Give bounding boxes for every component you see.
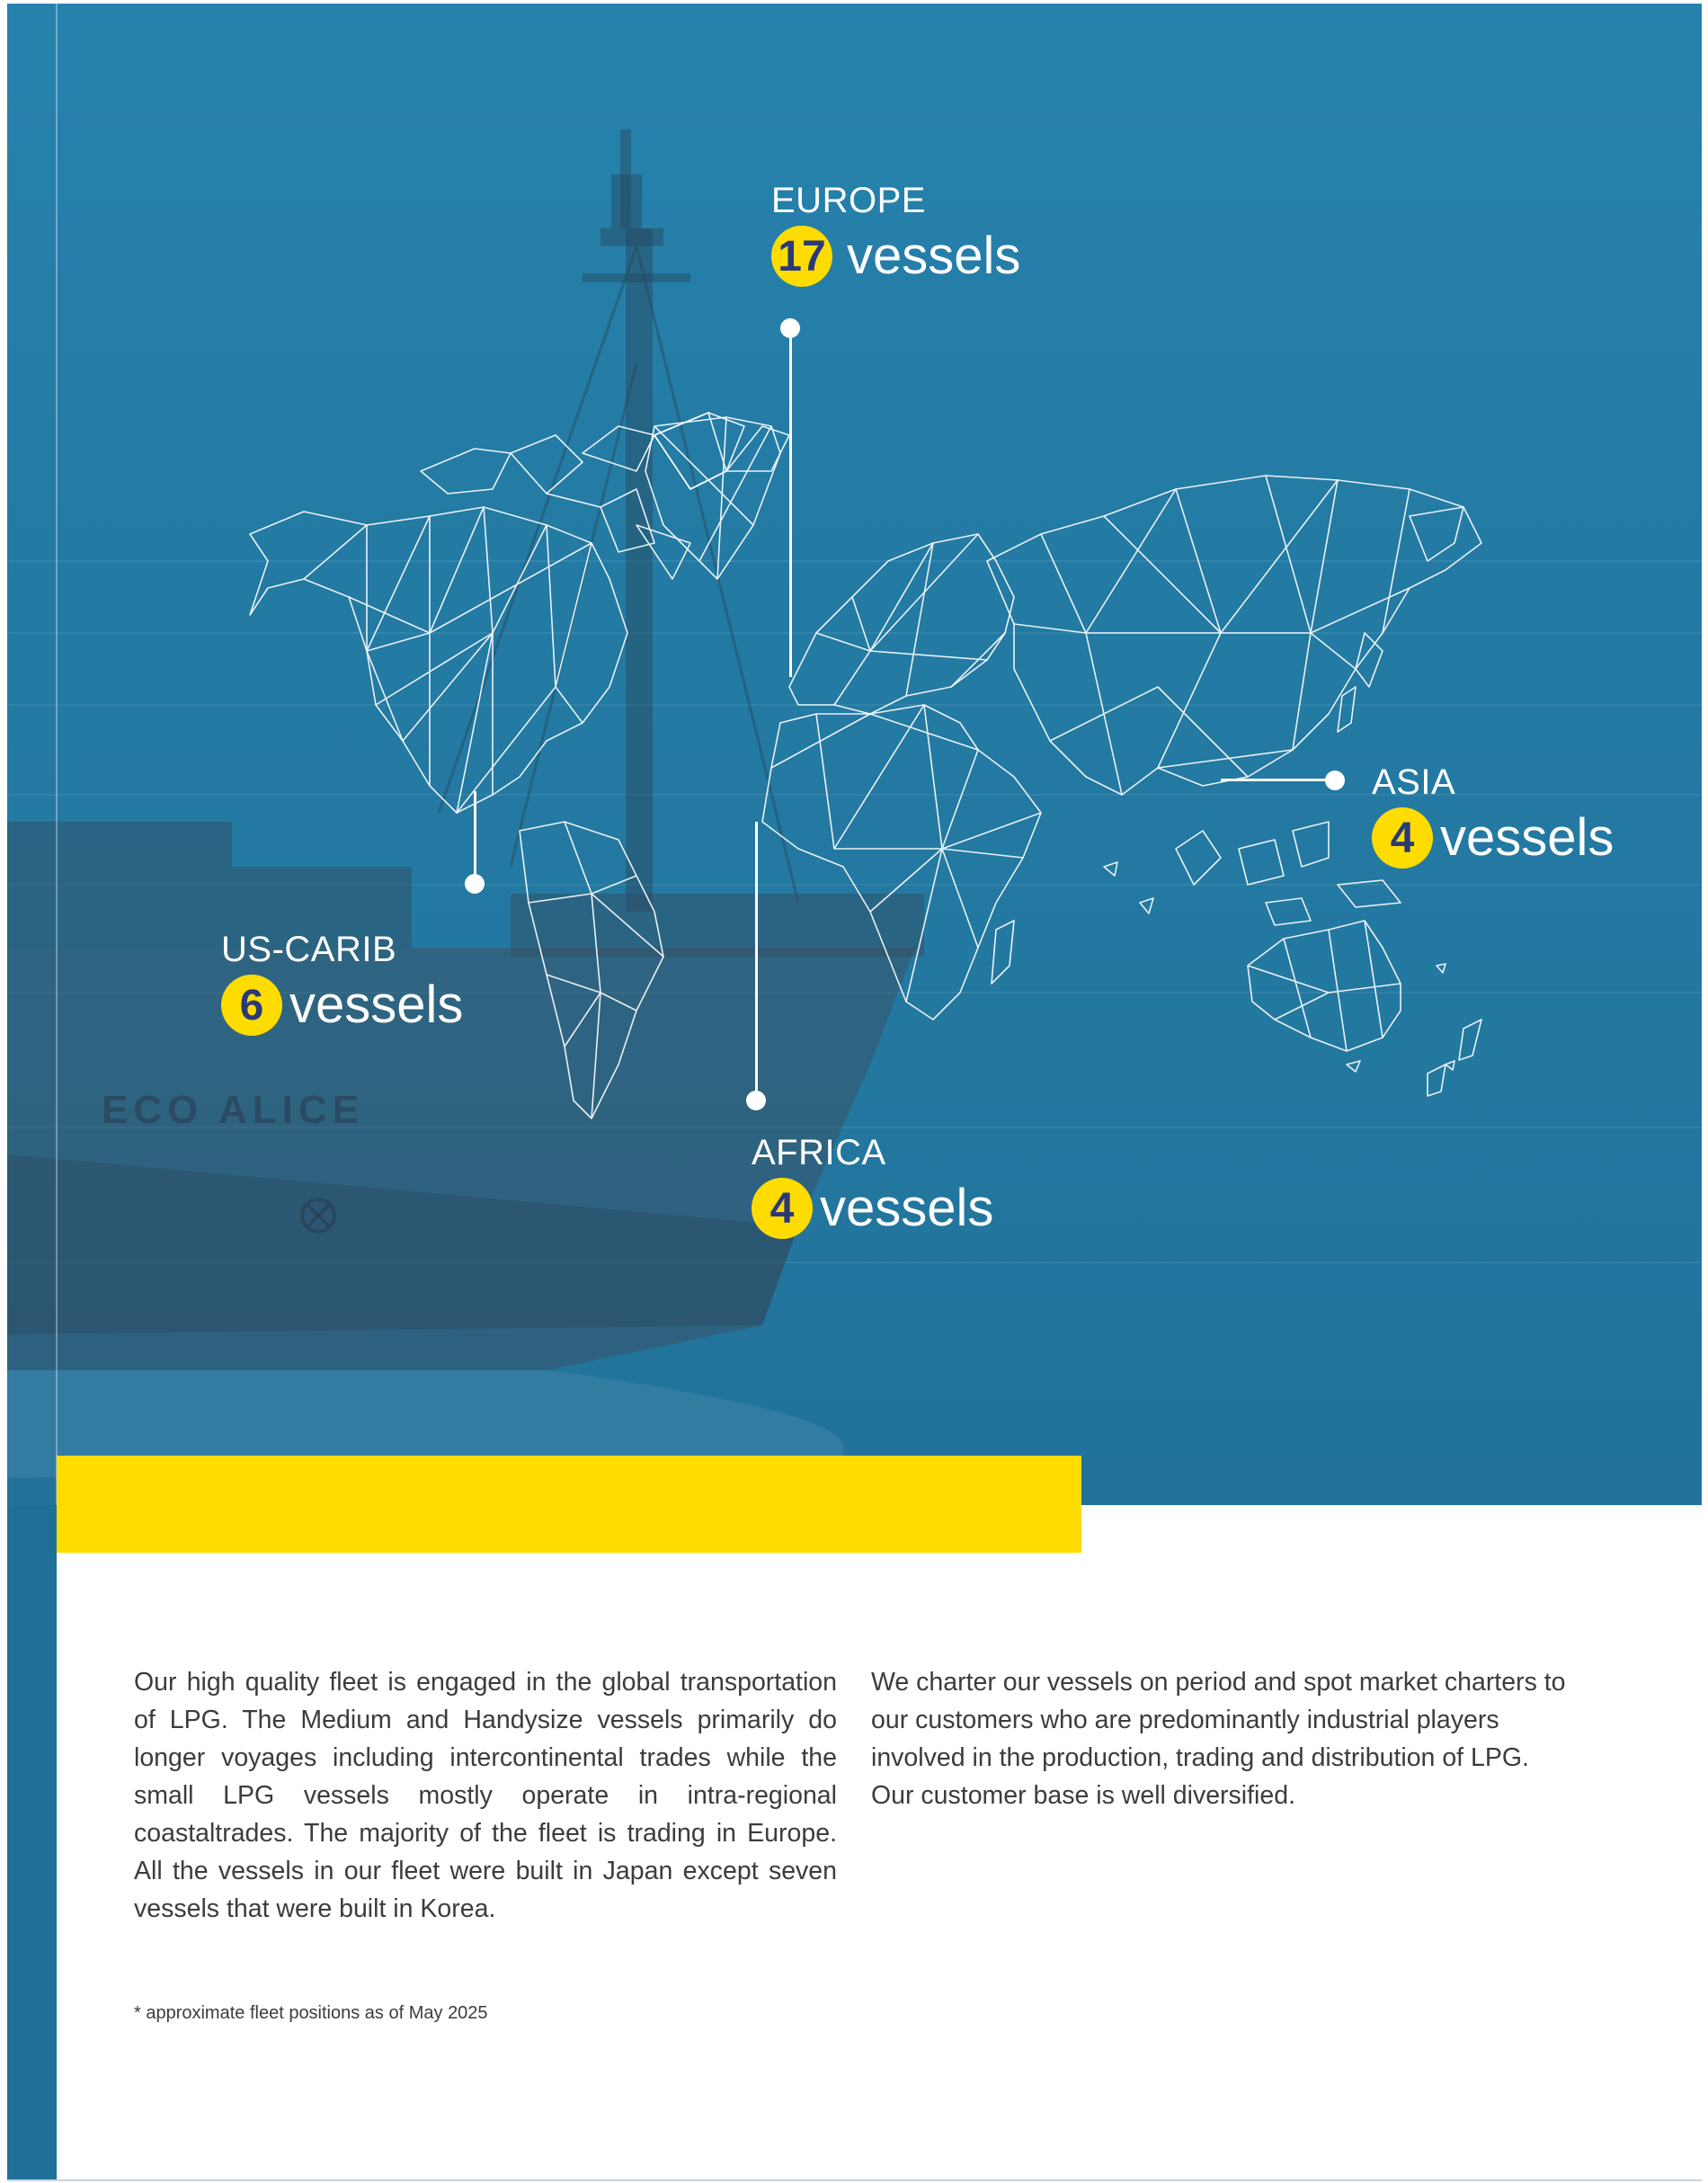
europe-pin-line (789, 331, 792, 677)
africa-pin-dot (746, 1091, 766, 1110)
bottom-rule (7, 2179, 1702, 2181)
body-paragraph-fleet: Our high quality fleet is engaged in the global transportation of LPG. The Medium and Handysize vessels primarily do longer voyages including intercontinental trades while the small LPG vessels mostly operate in intra-regional coastaltrades. The majority of the fleet is trading in Europe. All the vessels in our fleet were built in Japan except seven vessels that were built in Korea. (134, 1668, 837, 1923)
body-paragraph-charters: We charter our vessels on period and spot market charters to our customers who are predominantly industrial players involved in the production, trading and distribution of LPG. Our customer base is well diversified. (871, 1668, 1566, 1810)
region-name-africa: AFRICA (752, 1133, 886, 1172)
region-europe (771, 181, 1020, 287)
vessel-count-badge-asia: 4 (1372, 807, 1433, 869)
region-name-europe: EUROPE (771, 181, 926, 220)
yellow-accent-bar (57, 1456, 1081, 1553)
vessel-count-badge-africa: 4 (752, 1178, 813, 1239)
vessels-label-europe: vessels (847, 227, 1021, 285)
asia-pin-line (1221, 779, 1333, 781)
europe-pin-dot (780, 318, 800, 338)
region-asia (1372, 762, 1614, 869)
left-accent-strip (7, 1505, 57, 2179)
vessels-label-asia: vessels (1440, 808, 1615, 867)
vessel-count-badge-uscarib: 6 (221, 975, 282, 1036)
vessels-label-uscarib: vessels (289, 976, 464, 1034)
left-edge-line (56, 4, 58, 1505)
region-name-asia: ASIA (1372, 762, 1456, 802)
uscarib-pin-line (474, 791, 476, 881)
asia-pin-dot (1325, 771, 1345, 790)
ship-name-text: ECO ALICE (102, 1088, 364, 1132)
vessel-count-badge-europe: 17 (771, 226, 832, 287)
region-uscarib (221, 930, 463, 1036)
uscarib-pin-dot (465, 874, 485, 894)
hero-background (7, 4, 1702, 1505)
africa-pin-line (755, 822, 758, 1100)
footnote: * approximate fleet positions as of May 2025 (134, 2003, 488, 2023)
region-name-uscarib: US-CARIB (221, 930, 397, 969)
region-africa (752, 1133, 993, 1239)
vessels-label-africa: vessels (820, 1179, 994, 1237)
